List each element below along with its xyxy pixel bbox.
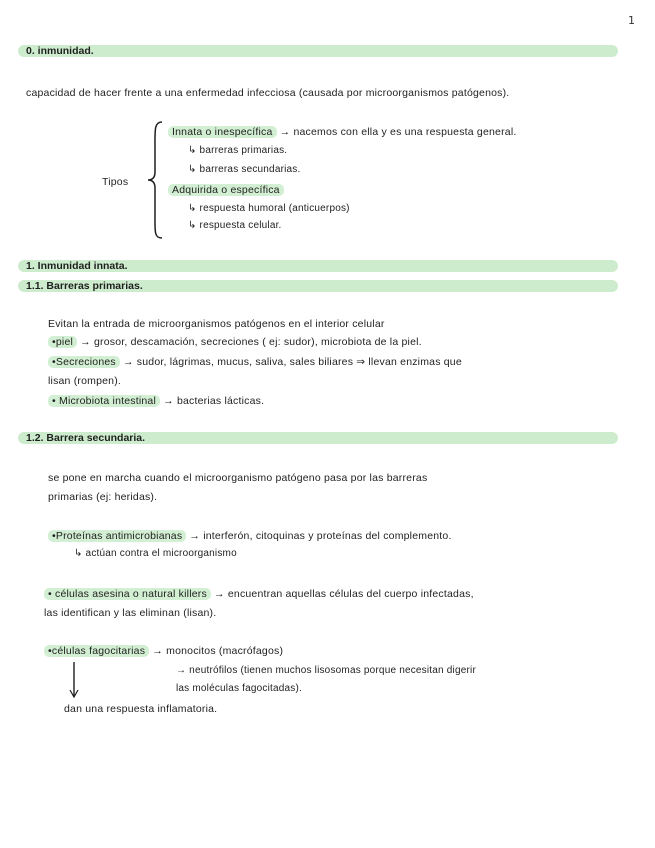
inflamatoria-text: dan una respuesta inflamatoria. <box>64 703 218 715</box>
fagocitarias-line <box>44 645 283 657</box>
down-arrow-icon <box>66 660 82 700</box>
proteinas-text: → interferón, citoquinas y proteínas del complemento. <box>189 530 452 542</box>
barrera-secundaria-intro-cont: primarias (ej: heridas). <box>48 491 158 503</box>
fagocitarias-item: → monocitos (macrófagos) <box>152 645 284 657</box>
secreciones-text: → sudor, lágrimas, mucus, saliva, sales biliares ⇒ llevan enzimas que <box>122 356 462 368</box>
adquirida-line <box>168 184 284 196</box>
nk-label: • células asesina o natural killers <box>44 588 211 600</box>
innata-desc: → nacemos con ella y es una respuesta general. <box>279 126 517 138</box>
subsection-heading: 1.1. Barreras primarias. <box>26 280 143 292</box>
section-heading-band <box>18 45 618 57</box>
secreciones-label: •Secreciones <box>48 356 120 368</box>
section-heading: 0. inmunidad. <box>26 45 94 57</box>
fagocitarias-item: → neutrófilos (tienen muchos lisosomas porque necesitan digerir <box>176 665 476 676</box>
microbiota-label: • Microbiota intestinal <box>48 395 160 407</box>
innata-item: ↳ barreras secundarias. <box>188 164 301 175</box>
proteinas-sub: ↳ actúan contra el microorganismo <box>74 548 237 559</box>
secreciones-line <box>48 356 462 368</box>
nk-line <box>44 588 474 600</box>
secreciones-cont: lisan (rompen). <box>48 375 122 387</box>
piel-label: •piel <box>48 336 77 348</box>
adquirida-item: ↳ respuesta humoral (anticuerpos) <box>188 203 350 214</box>
proteinas-label: •Proteínas antimicrobianas <box>48 530 186 542</box>
innata-line <box>168 126 516 138</box>
definition-text: capacidad de hacer frente a una enfermedad infecciosa (causada por microorganismos patógenos). <box>26 87 510 99</box>
piel-line <box>48 336 422 348</box>
nk-cont: las identifican y las eliminan (lisan). <box>44 607 217 619</box>
piel-text: → grosor, descamación, secreciones ( ej: sudor), microbiota de la piel. <box>80 336 422 348</box>
subsection-heading: 1.2. Barrera secundaria. <box>26 432 146 444</box>
fagocitarias-label: •células fagocitarias <box>44 645 149 657</box>
curly-brace-icon <box>146 120 166 240</box>
nk-text: → encuentran aquellas células del cuerpo infectadas, <box>214 588 474 600</box>
adquirida-title: Adquirida o específica <box>168 184 284 196</box>
section-heading: 1. Inmunidad innata. <box>26 260 128 272</box>
microbiota-text: → bacterias lácticas. <box>163 395 265 407</box>
innata-title: Innata o inespecífica <box>168 126 277 138</box>
barreras-primarias-intro: Evitan la entrada de microorganismos patógenos en el interior celular <box>48 318 385 330</box>
microbiota-line <box>48 395 264 407</box>
page-number: 1 <box>628 14 635 27</box>
adquirida-item: ↳ respuesta celular. <box>188 220 282 231</box>
tipos-label: Tipos <box>102 176 129 188</box>
proteinas-line <box>48 530 452 542</box>
fagocitarias-item: las moléculas fagocitadas). <box>176 683 303 694</box>
innata-item: ↳ barreras primarias. <box>188 145 288 156</box>
barrera-secundaria-intro: se pone en marcha cuando el microorganismo patógeno pasa por las barreras <box>48 472 428 484</box>
